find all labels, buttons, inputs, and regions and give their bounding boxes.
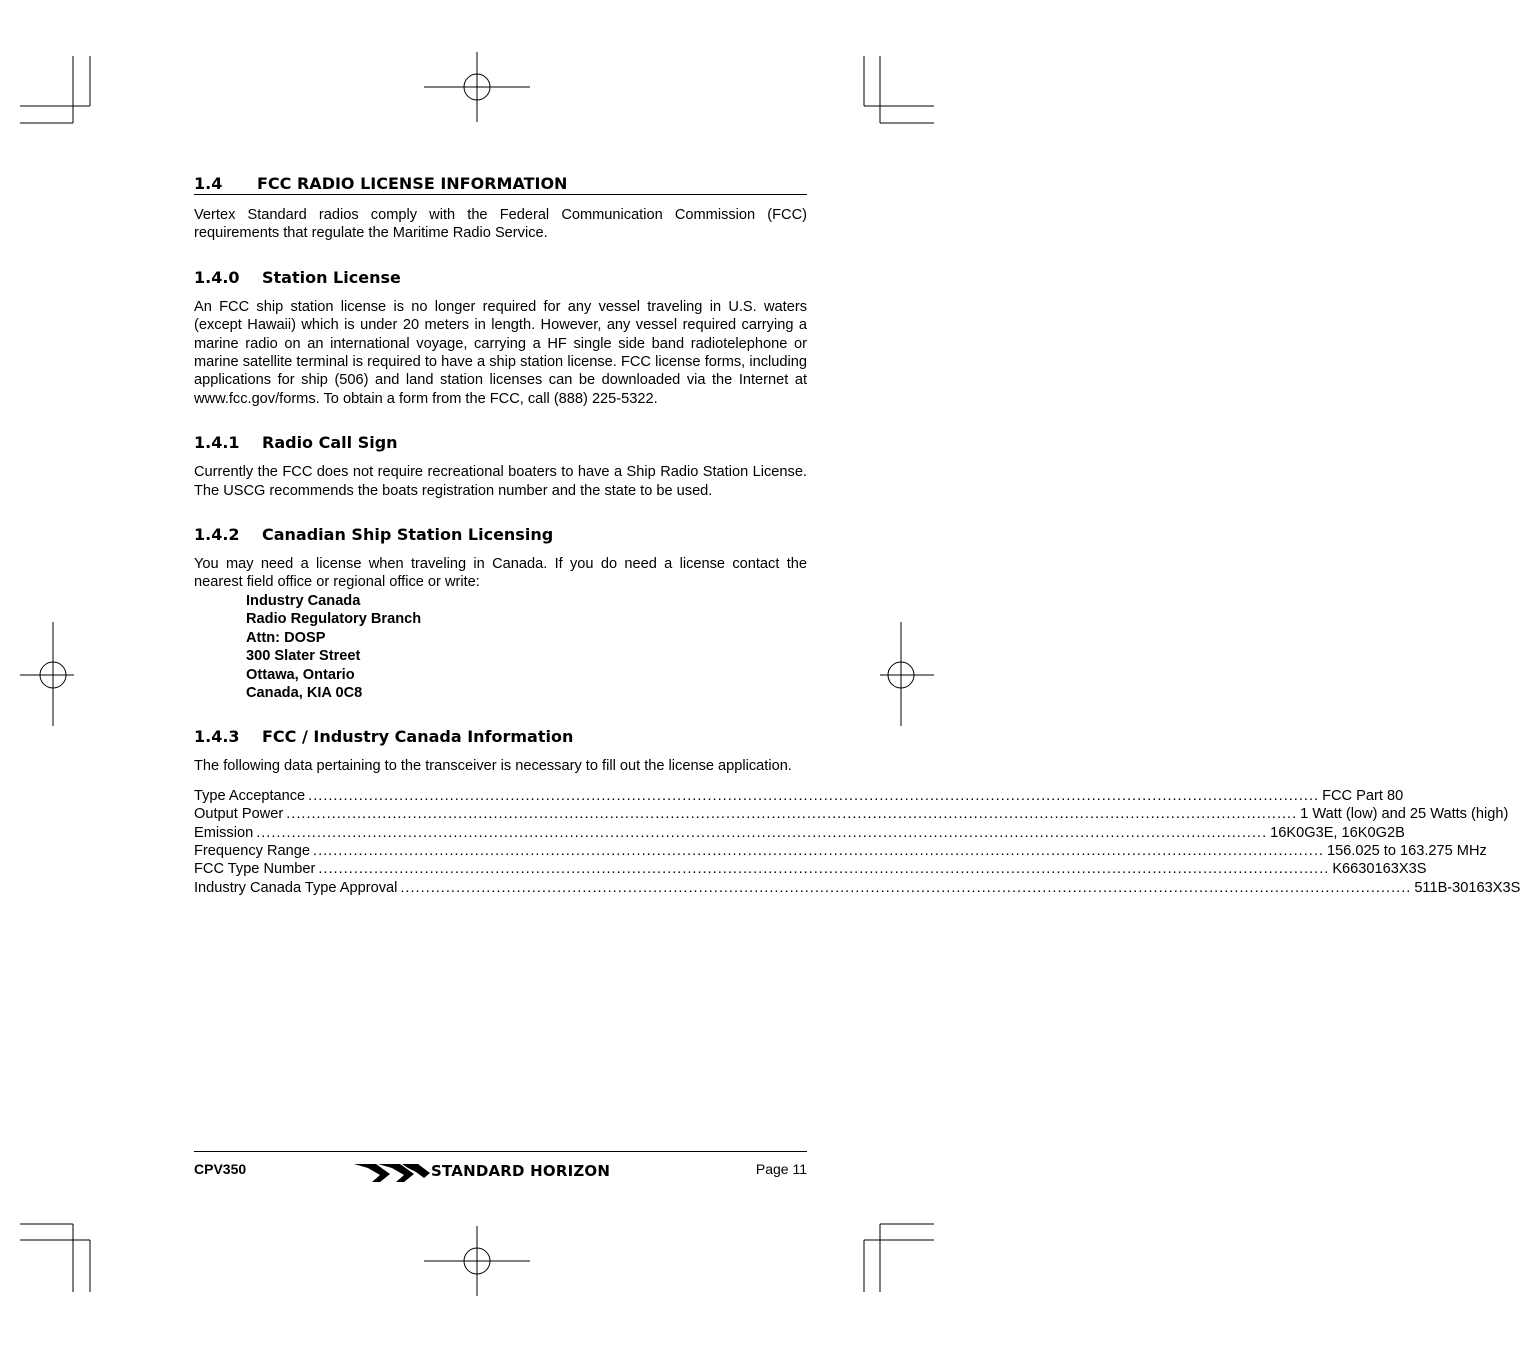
station-license-text: An FCC ship station license is no longer required for any vessel traveling in U.S. waters (except Hawaii) which is under 20 meters in length. However, any vessel required carrying a marine radio on an international voyage, carrying a HF single side band radiotelephone or marine satellite terminal is required to have a ship station license. FCC license forms, including applications for ship (506) and land station licenses can be downloaded via the Internet at www.fcc.gov/forms. To obtain a form from the FCC, call (888) 225-5322. — [194, 298, 807, 407]
spec-label: Industry Canada Type Approval — [194, 879, 398, 896]
brand-logo — [354, 1160, 649, 1186]
subsection-title: Canadian Ship Station Licensing — [262, 525, 554, 545]
page-number: Page 11 — [755, 1161, 807, 1177]
canadian-text: You may need a license when traveling in Canada. If you do need a license contact the nearest field office or regional office or write: — [194, 556, 807, 591]
subsection-title: Radio Call Sign — [262, 433, 398, 453]
spec-value: 511B-30163X3S — [1414, 879, 1520, 896]
standard-horizon-logo-icon — [354, 1160, 430, 1184]
spec-list — [194, 787, 1520, 897]
spec-label: Frequency Range — [194, 842, 311, 859]
spec-row — [194, 824, 1405, 842]
subsection-title: Station License — [262, 267, 401, 287]
spec-label: Emission — [194, 824, 254, 841]
section-number: 1.4 — [194, 174, 223, 193]
leader-dots: ........................................................................................................................................................................................................ — [286, 806, 1298, 823]
leader-dots: ........................................................................................................................................................................................................ — [256, 824, 1268, 841]
section-heading — [194, 174, 807, 195]
mailing-address — [246, 592, 807, 702]
spec-label: FCC Type Number — [194, 861, 316, 878]
spec-row — [194, 787, 1404, 805]
fcc-ic-text: The following data pertaining to the transceiver is necessary to fill out the license application. — [194, 758, 792, 775]
leader-dots: ........................................................................................................................................................................................................ — [313, 842, 1324, 859]
address-line: Radio Regulatory Branch — [246, 611, 422, 628]
spec-row — [194, 879, 1520, 897]
fcc-ic-heading — [194, 727, 807, 746]
spec-value: FCC Part 80 — [1322, 787, 1404, 804]
leader-dots: ........................................................................................................................................................................................................ — [318, 861, 1330, 878]
address-line: Ottawa, Ontario — [246, 666, 355, 683]
call-sign-text: Currently the FCC does not require recreational boaters to have a Ship Radio Station License. The USCG recommends the boats registration number and the state to be used. — [194, 464, 807, 499]
spec-label: Output Power — [194, 806, 284, 823]
spec-row — [194, 842, 1487, 860]
canadian-heading — [194, 525, 807, 544]
subsection-number: 1.4.1 — [194, 433, 240, 453]
station-license-heading — [194, 268, 807, 287]
address-line: Canada, KIA 0C8 — [246, 684, 363, 701]
call-sign-heading — [194, 433, 807, 452]
subsection-number: 1.4.3 — [194, 727, 240, 747]
brand-name: STANDARD HORIZON — [431, 1162, 611, 1180]
subsection-number: 1.4.0 — [194, 267, 240, 287]
subsection-number: 1.4.2 — [194, 525, 240, 545]
spec-label: Type Acceptance — [194, 787, 306, 804]
leader-dots: ........................................................................................................................................................................................................ — [308, 787, 1320, 804]
address-line: Attn: DOSP — [246, 629, 326, 646]
address-line: Industry Canada — [246, 592, 361, 609]
spec-value: 156.025 to 163.275 MHz — [1326, 842, 1487, 859]
spec-row — [194, 805, 1509, 823]
page-content — [194, 174, 1520, 897]
spec-value: 16K0G3E, 16K0G2B — [1270, 824, 1405, 841]
subsection-title: FCC / Industry Canada Information — [262, 727, 574, 747]
leader-dots: ........................................................................................................................................................................................................ — [400, 879, 1412, 896]
spec-value: 1 Watt (low) and 25 Watts (high) — [1300, 806, 1509, 823]
spec-row — [194, 860, 1427, 878]
section-intro: Vertex Standard radios comply with the Federal Communication Commission (FCC) requirements that regulate the Maritime Radio Service. — [194, 207, 807, 242]
address-line: 300 Slater Street — [246, 648, 361, 665]
section-title: FCC RADIO LICENSE INFORMATION — [257, 174, 568, 193]
page-footer — [194, 1151, 807, 1180]
model-name: CPV350 — [194, 1161, 247, 1177]
spec-value: K6630163X3S — [1332, 861, 1427, 878]
